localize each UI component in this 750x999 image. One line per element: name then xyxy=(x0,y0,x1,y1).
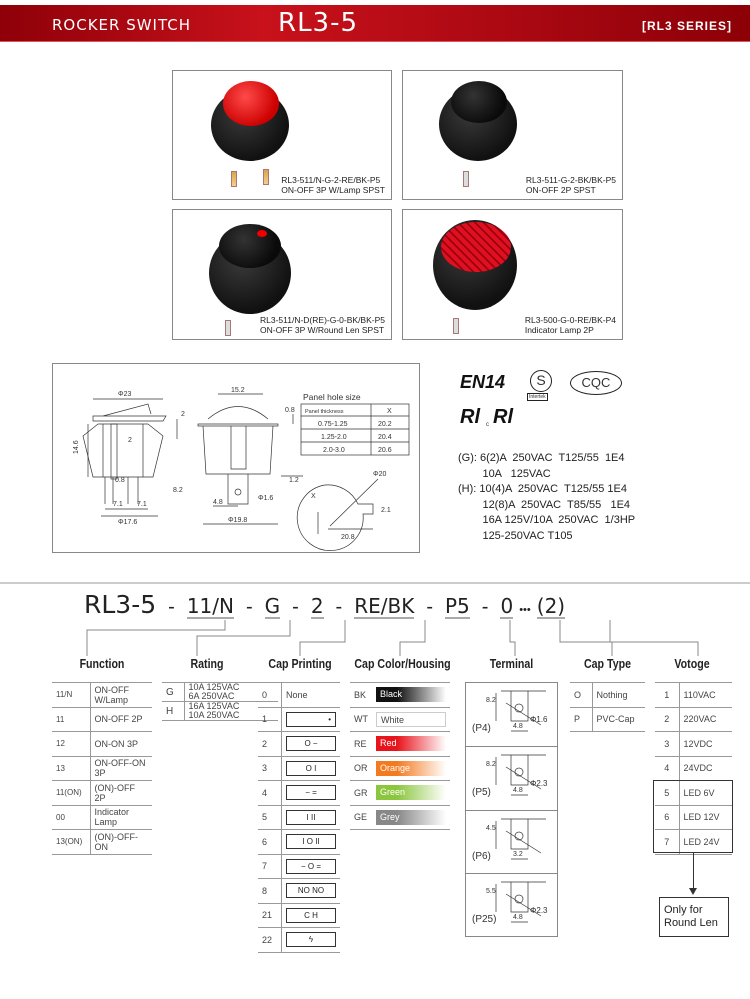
terminal-label: (P4) xyxy=(472,723,491,734)
panel-cell: 20.4 xyxy=(378,434,392,441)
terminal-dim: 5.5 xyxy=(486,888,496,896)
table-cell: ON-OFF-ON 3P xyxy=(90,756,152,781)
panel-cell: 2.0-3.0 xyxy=(323,447,345,454)
code-voltage: (2) xyxy=(536,594,566,618)
dim-label: X xyxy=(311,493,316,500)
color-swatch-green: Green xyxy=(376,785,446,800)
table-row xyxy=(258,732,340,757)
dim-label: 2 xyxy=(128,437,132,444)
dim-label: Φ1.6 xyxy=(258,495,274,502)
terminal-option xyxy=(466,874,557,938)
product-code: RL3-500-G-0-RE/BK-P4 xyxy=(524,315,616,325)
rating-line: 16A 125V/10A 250VAC 1/3HP xyxy=(458,514,636,526)
dim-label: 14.6 xyxy=(73,440,80,454)
table-cell xyxy=(282,781,341,806)
header-model: RL3-5 xyxy=(278,8,359,38)
table-row xyxy=(350,707,450,732)
cap-print-symbol: O − xyxy=(286,736,336,751)
dim-label: 8.2 xyxy=(173,487,183,494)
table-cell: P xyxy=(570,707,592,732)
table-cell: ON-OFF W/Lamp xyxy=(90,683,152,708)
dim-label: 0.8 xyxy=(115,477,125,484)
header-series: [RL3 SERIES] xyxy=(641,19,732,33)
table-row xyxy=(52,781,152,806)
red-lens xyxy=(257,230,267,237)
cap-print-symbol: C H xyxy=(286,908,336,923)
code-function: 11/N xyxy=(186,594,234,618)
round-len-note: Only for Round Len xyxy=(659,897,729,937)
table-row xyxy=(258,683,340,708)
table-cell xyxy=(282,830,341,855)
product-code: RL3-511-G-2-BK/BK-P5 xyxy=(525,175,616,185)
table-row xyxy=(52,756,152,781)
ur-logo: Rl xyxy=(460,406,480,428)
table-row xyxy=(52,732,152,757)
terminal-pin xyxy=(263,169,269,185)
separator: - xyxy=(335,596,343,618)
table-row xyxy=(258,879,340,904)
color-swatch-orange: Orange xyxy=(376,761,446,776)
table-cell: ON-OFF 2P xyxy=(90,707,152,732)
terminal-option xyxy=(466,683,557,747)
terminal-label: (P25) xyxy=(472,914,497,926)
black-rocker xyxy=(219,224,281,268)
red-rocker xyxy=(223,81,279,126)
table-cell: None xyxy=(282,683,341,708)
table-cell: GR xyxy=(350,781,372,806)
cap-color-table xyxy=(350,682,450,830)
enec-number: 14 xyxy=(485,372,506,392)
table-cell: 22 xyxy=(258,928,282,953)
panel-cell: 0.75-1.25 xyxy=(318,421,348,428)
color-swatch-red: Red xyxy=(376,736,446,751)
table-cell xyxy=(282,707,341,732)
rating-line: 125-250VAC T105 xyxy=(458,529,573,542)
table-cell: 11/N xyxy=(52,683,90,708)
heading-terminal: Terminal xyxy=(489,657,534,671)
table-cell: 2 xyxy=(258,732,282,757)
panel-cell: 1.25-2.0 xyxy=(321,434,347,441)
terminal-drawing xyxy=(466,811,557,873)
table-cell: 8 xyxy=(258,879,282,904)
table-row xyxy=(258,928,340,953)
product-code: RL3-511/N-D(RE)-G-0-BK/BK-P5 xyxy=(259,315,385,325)
table-cell xyxy=(372,683,450,708)
dim-label: Φ20 xyxy=(373,471,387,478)
dim-label: 2 xyxy=(181,411,185,418)
table-cell: H xyxy=(162,702,184,721)
table-cell: PVC-Cap xyxy=(592,707,645,732)
table-cell: LED 24V xyxy=(679,830,732,855)
terminal-label: (P5) xyxy=(472,786,491,798)
product-card xyxy=(402,209,623,340)
table-cell: 13(ON) xyxy=(52,830,90,855)
table-row xyxy=(350,805,450,830)
product-card xyxy=(172,70,392,200)
separator: - xyxy=(481,596,489,618)
table-cell: 1 xyxy=(655,683,679,708)
table-cell xyxy=(372,805,450,830)
terminal-drawing xyxy=(466,747,557,809)
color-swatch-grey: Grey xyxy=(376,810,446,825)
cap-print-symbol: • xyxy=(286,712,336,727)
rating-line: (G): 6(2)A 250VAC T125/55 1E4 xyxy=(458,452,625,464)
table-row xyxy=(655,707,732,732)
table-cell: LED 12V xyxy=(679,805,732,830)
table-cell: 24VDC xyxy=(679,756,732,781)
terminal-pin xyxy=(225,320,231,336)
table-row xyxy=(655,683,732,708)
table-cell: 3 xyxy=(655,732,679,757)
dim-label: 15.2 xyxy=(231,387,245,394)
table-row xyxy=(258,830,340,855)
table-cell: 3 xyxy=(258,756,282,781)
cap-type-table xyxy=(570,682,645,732)
terminal-dim: 4.8 xyxy=(513,723,523,730)
dim-label: Φ19.8 xyxy=(228,517,248,524)
dim-label: Φ17.6 xyxy=(118,519,138,526)
terminal-pin xyxy=(231,171,237,187)
cap-print-symbol: O I xyxy=(286,761,336,776)
table-row xyxy=(52,707,152,732)
table-cell xyxy=(282,805,341,830)
table-cell xyxy=(282,756,341,781)
table-row xyxy=(258,854,340,879)
code-rating: G xyxy=(264,594,281,618)
code-terminal: P5 xyxy=(445,594,470,618)
header-title: ROCKER SWITCH xyxy=(52,16,192,34)
dim-label: 20.8 xyxy=(341,534,355,541)
intertek-logo: S xyxy=(530,370,552,392)
terminal-dim: 3.2 xyxy=(513,850,523,858)
table-row xyxy=(258,903,340,928)
rating-line: 12(8)A 250VAC T85/55 1E4 xyxy=(458,498,631,511)
heading-voltage: Votoge xyxy=(674,657,710,671)
terminal-dim: 4.5 xyxy=(486,824,496,832)
function-table xyxy=(52,682,152,855)
table-cell: WT xyxy=(350,707,372,732)
table-row xyxy=(570,707,645,732)
table-cell: 2 xyxy=(655,707,679,732)
table-cell: O xyxy=(570,683,592,708)
dim-label: 1.2 xyxy=(289,477,299,484)
terminal-pin xyxy=(453,318,459,334)
cap-print-symbol: − = xyxy=(286,785,336,800)
technical-drawing xyxy=(53,364,419,552)
panel-hole-title: Panel hole size xyxy=(303,392,361,402)
cap-print-symbol: I O II xyxy=(286,834,336,849)
table-cell xyxy=(282,854,341,879)
rating-line: 10A 125VAC xyxy=(188,682,240,692)
led-group-box xyxy=(653,780,733,853)
separator: - xyxy=(292,596,299,618)
product-desc: ON-OFF 3P W/Lamp SPST xyxy=(281,185,385,195)
code-cap-printing: 2 xyxy=(310,594,324,618)
terminal-drawing xyxy=(466,874,557,936)
cap-printing-table xyxy=(258,682,340,953)
product-code: RL3-511/N-G-2-RE/BK-P5 xyxy=(281,175,381,185)
table-cell: 6 xyxy=(258,830,282,855)
product-desc: ON-OFF 2P SPST xyxy=(525,185,596,195)
part-code-prefix: RL3-5 xyxy=(84,590,157,619)
separator: - xyxy=(168,596,175,618)
dimension-drawing xyxy=(52,363,420,553)
terminal-label: (P6) xyxy=(472,850,491,862)
terminal-dim: 8.2 xyxy=(486,760,496,768)
table-cell: 12VDC xyxy=(679,732,732,757)
table-cell xyxy=(372,756,450,781)
leader-lines xyxy=(0,618,750,658)
dots: ••• xyxy=(519,604,531,616)
table-row xyxy=(350,732,450,757)
arrow-line xyxy=(693,853,694,893)
dim-label: 7.1 xyxy=(137,501,147,508)
cap-print-symbol: − O = xyxy=(286,859,336,874)
rating-line: (H): 10(4)A 250VAC T125/55 1E4 xyxy=(458,483,627,495)
c-mark: c xyxy=(486,422,489,428)
heading-rating: Rating xyxy=(190,657,224,671)
rating-line: 10A 125VAC xyxy=(458,467,551,480)
table-cell: (ON)-OFF 2P xyxy=(90,781,152,806)
table-cell: OR xyxy=(350,756,372,781)
table-cell: 6 xyxy=(655,805,679,830)
table-cell: 0 xyxy=(258,683,282,708)
ratings-text xyxy=(458,451,635,544)
table-row xyxy=(258,756,340,781)
product-desc: Indicator Lamp 2P xyxy=(524,325,594,335)
table-cell: 4 xyxy=(258,781,282,806)
heading-function: Function xyxy=(79,657,125,671)
black-rocker xyxy=(451,81,507,123)
red-lamp-lens xyxy=(441,222,511,272)
table-row xyxy=(258,707,340,732)
terminal-option xyxy=(466,747,557,811)
cap-print-symbol: NO NO xyxy=(286,883,336,898)
terminal-dim: Φ2.3 xyxy=(530,778,548,788)
table-row xyxy=(52,683,152,708)
panel-header: Panel thickness xyxy=(305,409,344,415)
table-row xyxy=(350,683,450,708)
dim-label: 7.1 xyxy=(113,501,123,508)
table-cell: Indicator Lamp xyxy=(90,805,152,830)
cap-print-symbol: I II xyxy=(286,810,336,825)
heading-cap-printing: Cap Printing xyxy=(268,657,332,671)
heading-cap-type: Cap Type xyxy=(583,657,632,671)
product-desc: ON-OFF 3P W/Round Len SPST xyxy=(259,325,385,335)
table-cell: 7 xyxy=(258,854,282,879)
table-cell: (ON)-OFF-ON xyxy=(90,830,152,855)
rating-line: 10A 250VAC xyxy=(188,710,240,720)
table-cell: 12 xyxy=(52,732,90,757)
table-cell: 4 xyxy=(655,756,679,781)
part-code xyxy=(84,590,565,620)
table-row xyxy=(350,781,450,806)
table-row xyxy=(655,756,732,781)
table-cell xyxy=(282,928,341,953)
dim-label: 2.1 xyxy=(381,507,391,514)
terminal-drawing xyxy=(466,683,557,745)
terminal-option xyxy=(466,811,557,875)
panel-header: X xyxy=(387,408,392,415)
dim-label: 0.8 xyxy=(285,407,295,414)
table-cell: 00 xyxy=(52,805,90,830)
enec-logo: EN14 xyxy=(460,372,506,392)
table-cell: GE xyxy=(350,805,372,830)
divider xyxy=(0,582,750,584)
terminal-dim: 8.2 xyxy=(486,697,496,704)
rating-line: 16A 125VAC xyxy=(188,701,240,711)
table-cell: 5 xyxy=(258,805,282,830)
table-cell: 220VAC xyxy=(679,707,732,732)
terminal-dim: 4.8 xyxy=(513,786,523,794)
table-cell: Nothing xyxy=(592,683,645,708)
table-cell xyxy=(282,879,341,904)
arrow-down-icon xyxy=(689,888,697,895)
table-row xyxy=(258,781,340,806)
table-cell: 110VAC xyxy=(679,683,732,708)
panel-cell: 20.6 xyxy=(378,447,392,454)
table-cell: 11 xyxy=(52,707,90,732)
product-card xyxy=(402,70,623,200)
terminal-pin xyxy=(463,171,469,187)
table-cell: 5 xyxy=(655,781,679,806)
color-swatch-white: White xyxy=(376,712,446,727)
table-row xyxy=(52,830,152,855)
cqc-logo: CQC xyxy=(570,371,622,395)
heading-cap-color: Cap Color/Housing xyxy=(354,657,451,671)
table-cell: RE xyxy=(350,732,372,757)
product-card xyxy=(172,209,392,340)
separator: - xyxy=(245,596,253,618)
terminal-table xyxy=(465,682,558,937)
dim-label: Φ23 xyxy=(118,391,132,398)
table-row xyxy=(52,805,152,830)
separator: - xyxy=(426,596,433,618)
table-cell xyxy=(372,732,450,757)
table-row xyxy=(570,683,645,708)
table-cell: ON-ON 3P xyxy=(90,732,152,757)
table-cell: 1 xyxy=(258,707,282,732)
dim-label: 4.8 xyxy=(213,499,223,506)
table-row xyxy=(258,805,340,830)
table-cell: 13 xyxy=(52,756,90,781)
color-swatch-black: Black xyxy=(376,687,446,702)
table-cell xyxy=(282,903,341,928)
table-cell: 11(ON) xyxy=(52,781,90,806)
table-cell xyxy=(282,732,341,757)
cap-print-symbol: ϟ xyxy=(286,932,336,947)
table-cell: G xyxy=(162,683,184,702)
table-cell: 21 xyxy=(258,903,282,928)
terminal-dim: Φ1.6 xyxy=(530,715,548,724)
intertek-label: Intertek xyxy=(529,394,546,400)
table-row xyxy=(350,756,450,781)
panel-cell: 20.2 xyxy=(378,421,392,428)
table-cell: LED 6V xyxy=(679,781,732,806)
code-cap-type: 0 xyxy=(500,594,514,618)
table-cell xyxy=(372,707,450,732)
table-cell: 7 xyxy=(655,830,679,855)
table-cell: BK xyxy=(350,683,372,708)
rating-line: 6A 250VAC xyxy=(188,691,235,701)
cur-logo: Rl xyxy=(493,406,513,428)
table-row xyxy=(655,732,732,757)
code-cap-color: RE/BK xyxy=(354,594,415,618)
terminal-dim: 4.8 xyxy=(513,914,523,922)
terminal-dim: Φ2.3 xyxy=(530,906,548,916)
table-cell xyxy=(372,781,450,806)
